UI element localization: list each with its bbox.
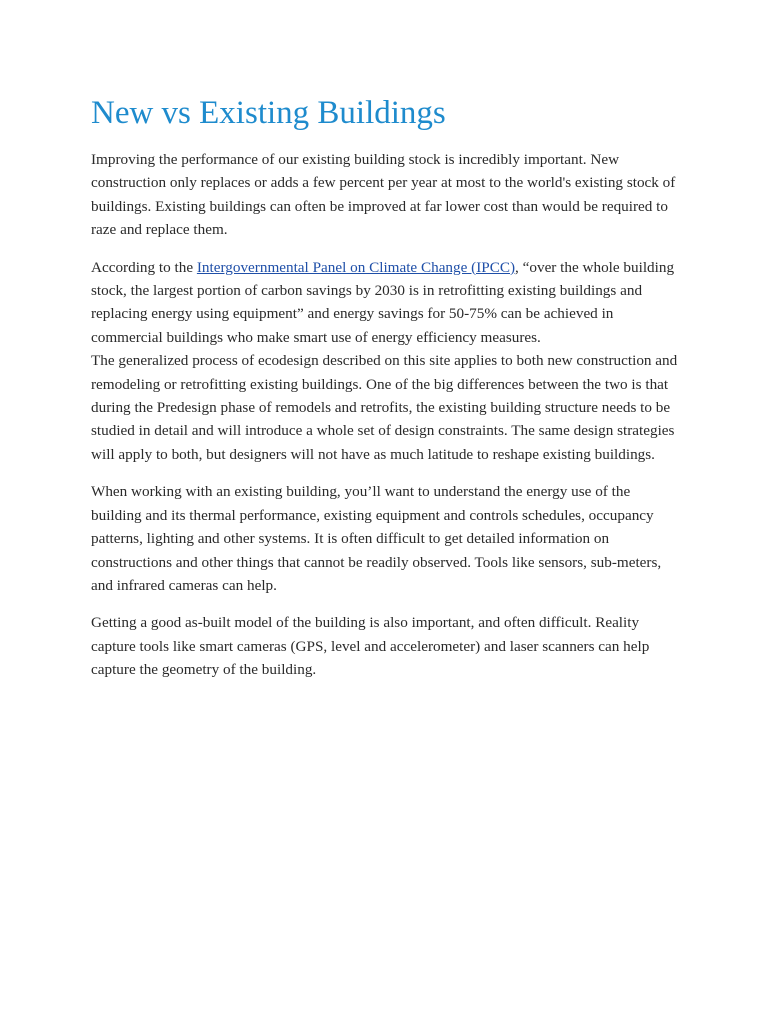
paragraph-ecodesign: The generalized process of ecodesign described on this site applies to both new construction and remodeling or retrofitting existing buildings. One of the big differences between the two is that during the Predesign phase of remodels and retrofits, the existing building structure needs to be studied in detail and will introduce a whole set of design constraints. The same design strategies will apply to both, but designers will not have as much latitude to reshape existing buildings. <box>91 352 678 463</box>
paragraph-existing-building: When working with an existing building, you’ll want to understand the energy use of the building and its thermal performance, existing equipment and controls schedules, occupancy patterns, lighting and other systems. It is often difficult to get detailed information on constructions and other things that cannot be readily observed. Tools like sensors, sub-meters, and infrared cameras can help. <box>91 483 662 594</box>
paragraph-as-built-model: Getting a good as-built model of the building is also important, and often difficult. Reality capture tools like smart cameras (GPS, level and accelerometer) and laser scanners can help capture the geometry of the building. <box>91 614 650 679</box>
ipcc-link[interactable]: Intergovernmental Panel on Climate Change (IPCC) <box>196 258 516 276</box>
page-title: New vs Existing Buildings <box>91 95 446 131</box>
document-body <box>91 92 679 682</box>
paragraph-ipcc <box>91 256 679 350</box>
paragraph-intro: Improving the performance of our existing building stock is incredibly important. New construction only replaces or adds a few percent per year at most to the world's existing stock of buildings. Existing buildings can often be improved at far lower cost than would be required to raze and replace them. <box>91 151 676 239</box>
ipcc-quote-text: , “over the whole building stock, the largest portion of carbon savings by 2030 is in retrofitting existing buildings and replacing energy using equipment” and energy savings for 50-75% can be achieved in commercial buildings who make smart use of energy efficiency measures. <box>91 258 675 346</box>
ipcc-lead-text: According to the <box>91 258 197 276</box>
